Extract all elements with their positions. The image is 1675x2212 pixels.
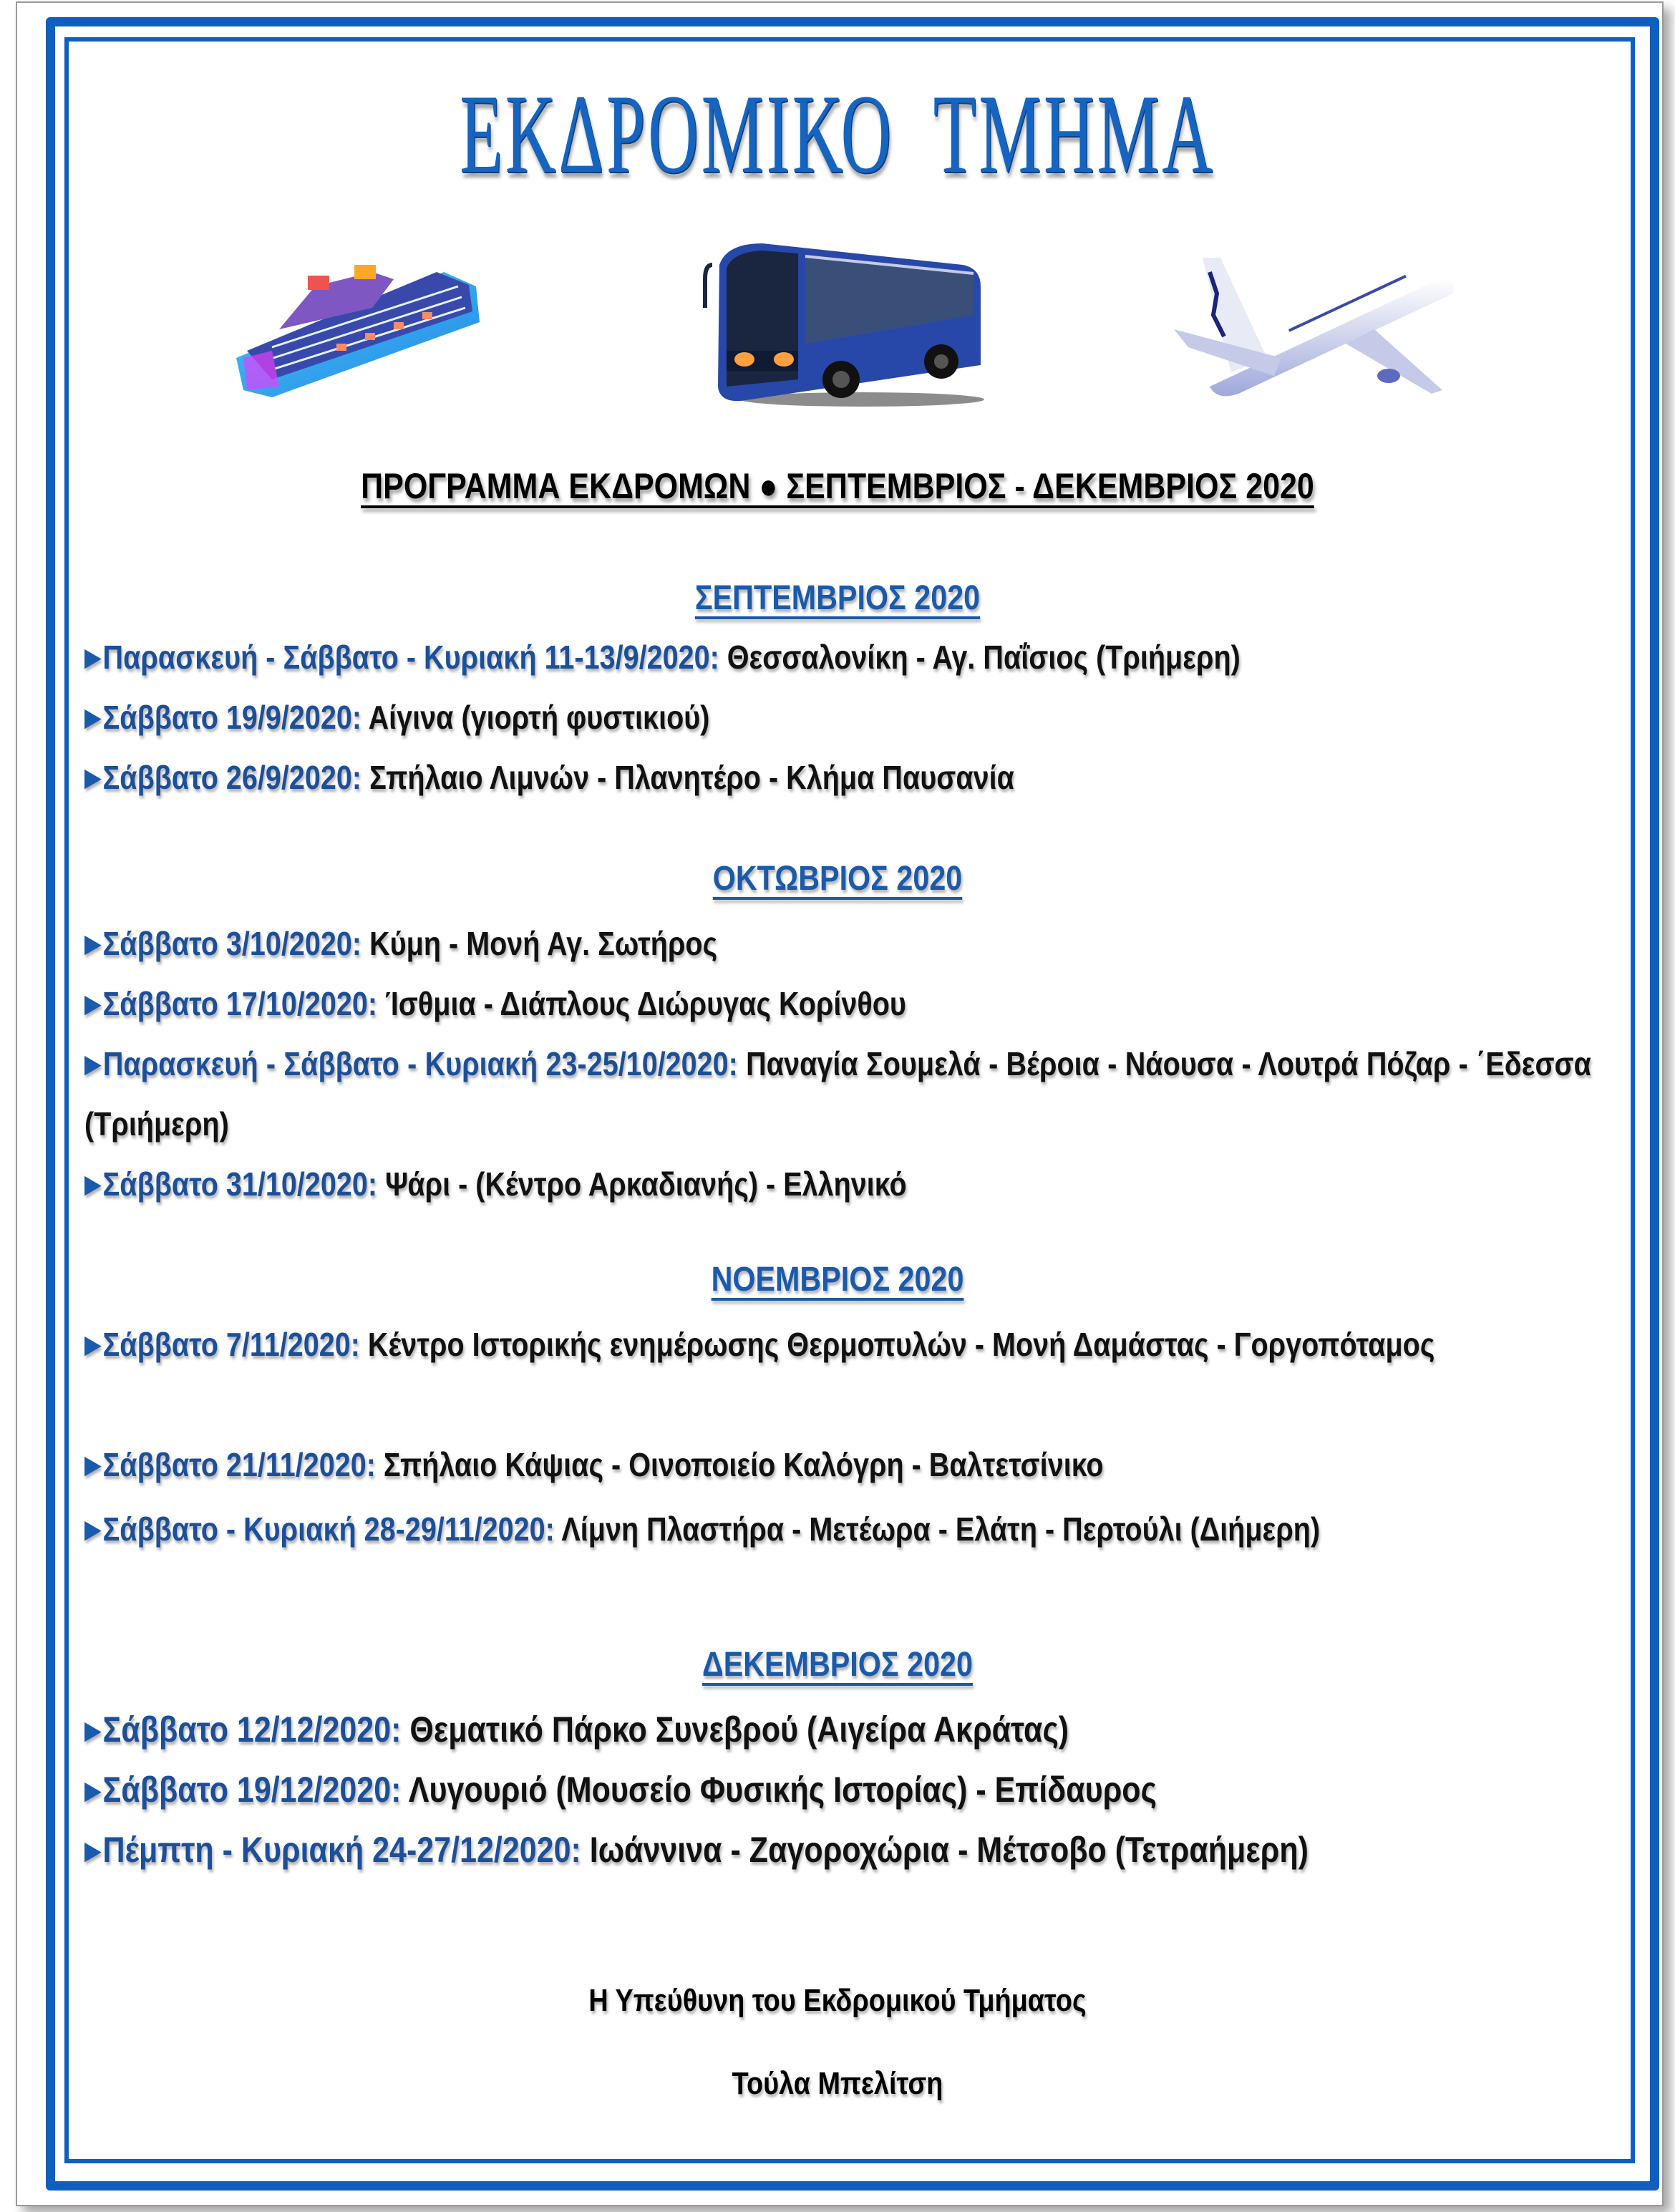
arrow-bullet-icon: ▶ (84, 1169, 102, 1198)
month-heading-december: ΔΕΚΕΜΒΡΙΟΣ 2020 (702, 1646, 973, 1684)
trip-entry: ▶Σάββατο 7/11/2020: Κέντρο Ιστορικής ενημέρωσης Θερμοπυλών - Μονή Δαμάστας - Γοργοπόταμος (84, 1326, 1435, 1363)
arrow-bullet-icon: ▶ (84, 1514, 102, 1543)
page-title: ΕΚΔΡΟΜΙΚΟ ΤΜΗΜΑ (460, 72, 1215, 197)
arrow-bullet-icon: ▶ (84, 642, 102, 671)
trip-entry: ▶Σάββατο 31/10/2020: Ψάρι - (Κέντρο Αρκαδιανής) - Ελληνικό (84, 1165, 907, 1203)
trip-entry: ▶Πέμπτη - Κυριακή 24-27/12/2020: Ιωάννινα - Ζαγοροχώρια - Μέτσοβο (Τετραήμερη) (84, 1830, 1309, 1870)
arrow-bullet-icon: ▶ (84, 1329, 102, 1359)
trip-entry: ▶Σάββατο 12/12/2020: Θεματικό Πάρκο Συνεβρού (Αιγείρα Ακράτας) (84, 1709, 1069, 1750)
cruise-ship-image (229, 243, 487, 401)
month-heading-november: ΝΟΕΜΒΡΙΟΣ 2020 (711, 1261, 964, 1299)
transport-images (0, 236, 1675, 408)
arrow-bullet-icon: ▶ (84, 702, 102, 732)
month-heading-october: ΟΚΤΩΒΡΙΟΣ 2020 (712, 860, 963, 898)
signature-role: Η Υπεύθυνη του Εκδρομικού Τμήματος (588, 1983, 1087, 2018)
trip-entry: ▶Παρασκευή - Σάββατο - Κυριακή 23-25/10/2020: Παναγία Σουμελά - Βέροια - Νάουσα - Λουτρά Πόζαρ - ΄Εδεσσα (Τριήμερη) (84, 1045, 1591, 1143)
trip-entry: ▶Σάββατο 26/9/2020: Σπήλαιο Λιμνών - Πλανητέρο - Κλήμα Παυσανία (84, 759, 1014, 796)
arrow-bullet-icon: ▶ (84, 1450, 102, 1479)
arrow-bullet-icon: ▶ (84, 989, 102, 1018)
trip-entry: ▶Σάββατο 17/10/2020: Ίσθμια - Διάπλους Διώρυγας Κορίνθου (84, 985, 906, 1022)
arrow-bullet-icon: ▶ (84, 1049, 102, 1078)
trip-entry: ▶Σάββατο 19/12/2020: Λυγουριό (Μουσείο Φυσικής Ιστορίας) - Επίδαυρος (84, 1770, 1157, 1810)
airplane-image (1160, 251, 1460, 401)
arrow-bullet-icon: ▶ (84, 762, 102, 792)
arrow-bullet-icon: ▶ (84, 1715, 102, 1745)
arrow-bullet-icon: ▶ (84, 1835, 102, 1865)
coach-bus-image (698, 236, 984, 408)
trip-entry: ▶Σάββατο 21/11/2020: Σπήλαιο Κάψιας - Οινοποιείο Καλόγρη - Βαλτετσίνικο (84, 1446, 1104, 1483)
trip-entry: ▶Σάββατο - Κυριακή 28-29/11/2020: Λίμνη Πλαστήρα - Μετέωρα - Ελάτη - Περτούλι (Διήμερη) (84, 1510, 1321, 1548)
arrow-bullet-icon: ▶ (84, 928, 102, 958)
trip-entry: ▶Σάββατο 3/10/2020: Κύμη - Μονή Αγ. Σωτήρος (84, 925, 718, 962)
month-heading-september: ΣΕΠΤΕΜΒΡΙΟΣ 2020 (694, 579, 981, 617)
signature-name: Τούλα Μπελίτση (732, 2066, 943, 2101)
schedule-subtitle: ΠΡΟΓΡΑΜΜΑ ΕΚΔΡΟΜΩΝ ● ΣΕΠΤΕΜΒΡΙΟΣ - ΔΕΚΕΜΒΡΙΟΣ 2020 (361, 466, 1314, 506)
arrow-bullet-icon: ▶ (84, 1775, 102, 1805)
trip-entry: ▶Σάββατο 19/9/2020: Αίγινα (γιορτή φυστικιού) (84, 699, 710, 736)
trip-entry: ▶Παρασκευή - Σάββατο - Κυριακή 11-13/9/2020: Θεσσαλονίκη - Αγ. Παΐσιος (Τριήμερη) (84, 639, 1241, 676)
